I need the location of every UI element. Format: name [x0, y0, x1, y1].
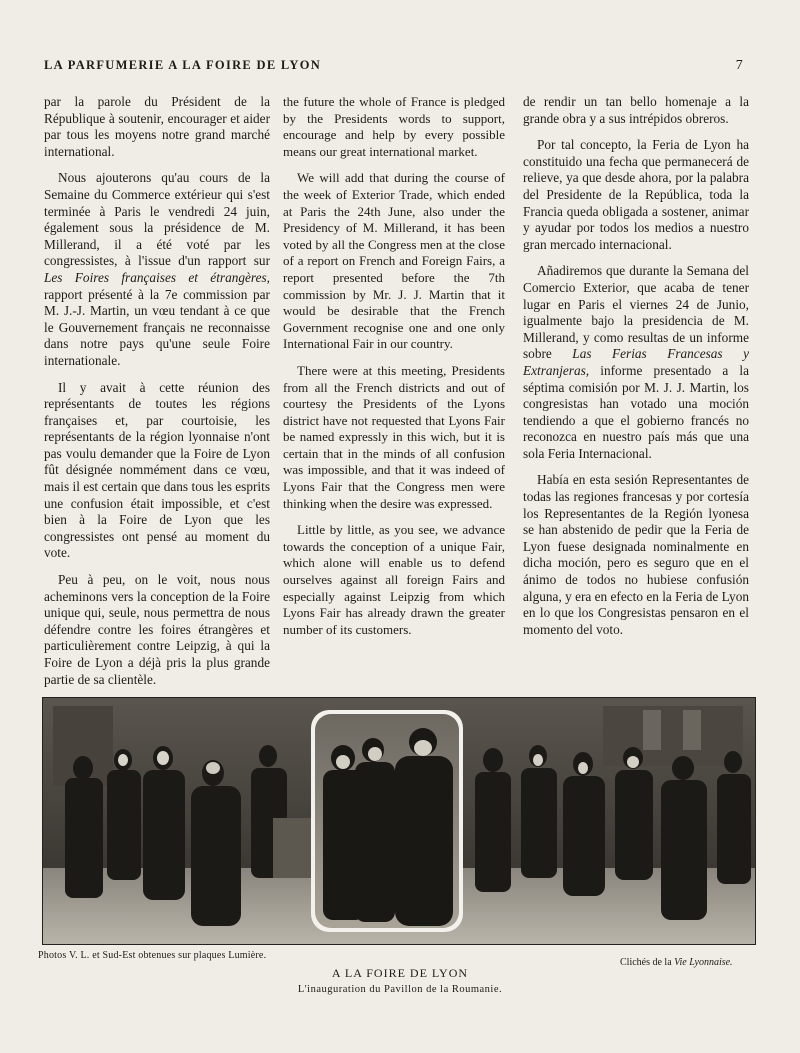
paragraph: the future the whole of France is pledged by the Presidents words to support, encourage and help by every possible means our great international market.: [283, 94, 505, 159]
report-title: Las Ferias Francesas y Extranjeras,: [523, 346, 749, 378]
paragraph: Había en esta sesión Representantes de todas las regiones francesas y por cortesía los Representantes de la Región lyonesa se han abstenido de pedir que la Feria de Lyon fuese designada nominalmente en dicha moción, pero es seguro que en el ánimo de todos no hubiese confusión alguna, y era en efecto en la Feria de Lyon en lo que los Congresistas pensaron en el momento del voto.: [523, 472, 749, 637]
paragraph: Por tal concepto, la Feria de Lyon ha constituido una fecha que permanecerá de relieve, ya que desde ahora, por la palabra del Presidente de la República, toda la Francia queda obligada a sostener, animar y ayudar por todos los medios a nuestro gran mercado internacional.: [523, 137, 749, 252]
photograph-inauguration: [42, 697, 756, 945]
running-head: [44, 58, 744, 78]
caption-subtitle: L'inauguration du Pavillon de la Roumanie.: [297, 984, 503, 995]
caption-title: A LA FOIRE DE LYON: [331, 966, 469, 980]
paragraph: We will add that during the course of the week of Exterior Trade, which ended at Paris the 24th June, also under the Presidency of M. Millerand, it has been voted by all the Congress men at the close of a report on French and Foreign Fairs, a report presented before the 7th commission by Mr. J. J. Martin that it would be desirable that the French Government recognise one and one only International Fair in our country.: [283, 170, 505, 352]
column-french: [44, 94, 270, 687]
cliche-credit: Clichés de la Vie Lyonnaise.: [620, 957, 733, 968]
header-title: LA PARFUMERIE A LA FOIRE DE LYON: [44, 58, 322, 72]
paragraph: Little by little, as you see, we advance towards the conception of a unique Fair, which alone will enable us to defend ourselves against all foreign Fairs and especially against Leipzig from which Lyons Fair has already drawn the greater number of its customers.: [283, 522, 505, 637]
paragraph: Añadiremos que durante la Semana del Comercio Exterior, que acaba de tener lugar en Paris el viernes 24 de Junio, igualmente bajo la presidencia de M. Millerand, y como resultas de un informe sobre Las Ferias Francesas y Extranjeras, informe presentado a la séptima comisión por M. J. J. Martin, los congresistas han votado una moción tendiendo a que el gobierno francés no reconozca en nuestro país más que una sola Feria Internacional.: [523, 263, 749, 461]
page-number: 7: [735, 58, 744, 73]
paragraph: There were at this meeting, Presidents from all the French districts and out of courtesy the Presidents of the Lyons district have not requested that Lyons Fair be named expressly in this wich, but it is certain that in the minds of all confusion was impossible, and that it was indeed of Lyons Fair that the Congress men were thinking when the desire was expressed.: [283, 362, 505, 511]
report-title: Les Foires françaises et étrangères,: [44, 269, 270, 285]
paragraph: par la parole du Président de la République à soutenir, encourager et aider par tous les moyens notre grand marché international.: [44, 94, 270, 159]
paragraph: Peu à peu, on le voit, nous nous acheminons vers la conception de la Foire unique qui, seule, nous permettra de nous défendre contre les foires étrangères et particulièrement contre Leipzig, à qui la Foire de Lyon a déjà pris la plus grande partie de sa clientèle.: [44, 572, 270, 687]
paragraph: de rendir un tan bello homenaje a la grande obra y a sus intrépidos obreros.: [523, 94, 749, 126]
paragraph: Nous ajouterons qu'au cours de la Semaine du Commerce extérieur qui s'est terminée à Paris le vendredi 24 juin, également sous la présidence de M. Millerand, il a été voté par les congressistes, à l'issue d'un rapport sur Les Foires françaises et étrangères, rapport présenté à la 7e commission par M. J.-J. Martin, un vœu tendant à ce que le Gouvernement français ne reconnaisse dans notre pays qu'une seule Foire internationale.: [44, 170, 270, 368]
photo-credit: Photos V. L. et Sud-Est obtenues sur plaques Lumière.: [38, 950, 267, 961]
photo-illustration: [43, 698, 755, 944]
column-english: [283, 94, 505, 674]
paragraph: Il y avait à cette réunion des représentants de toutes les régions françaises et, par courtoisie, les représentants de la région lyonnaise n'ont pas voulu demander que la Foire de Lyon fût désignée nommément dans ce vœu, mais il est certain que dans tous les esprits une confusion était impossible, et c'est bien à la Foire de Lyon que les congressistes ont pensé au moment du vote.: [44, 379, 270, 561]
column-spanish: [523, 94, 749, 674]
